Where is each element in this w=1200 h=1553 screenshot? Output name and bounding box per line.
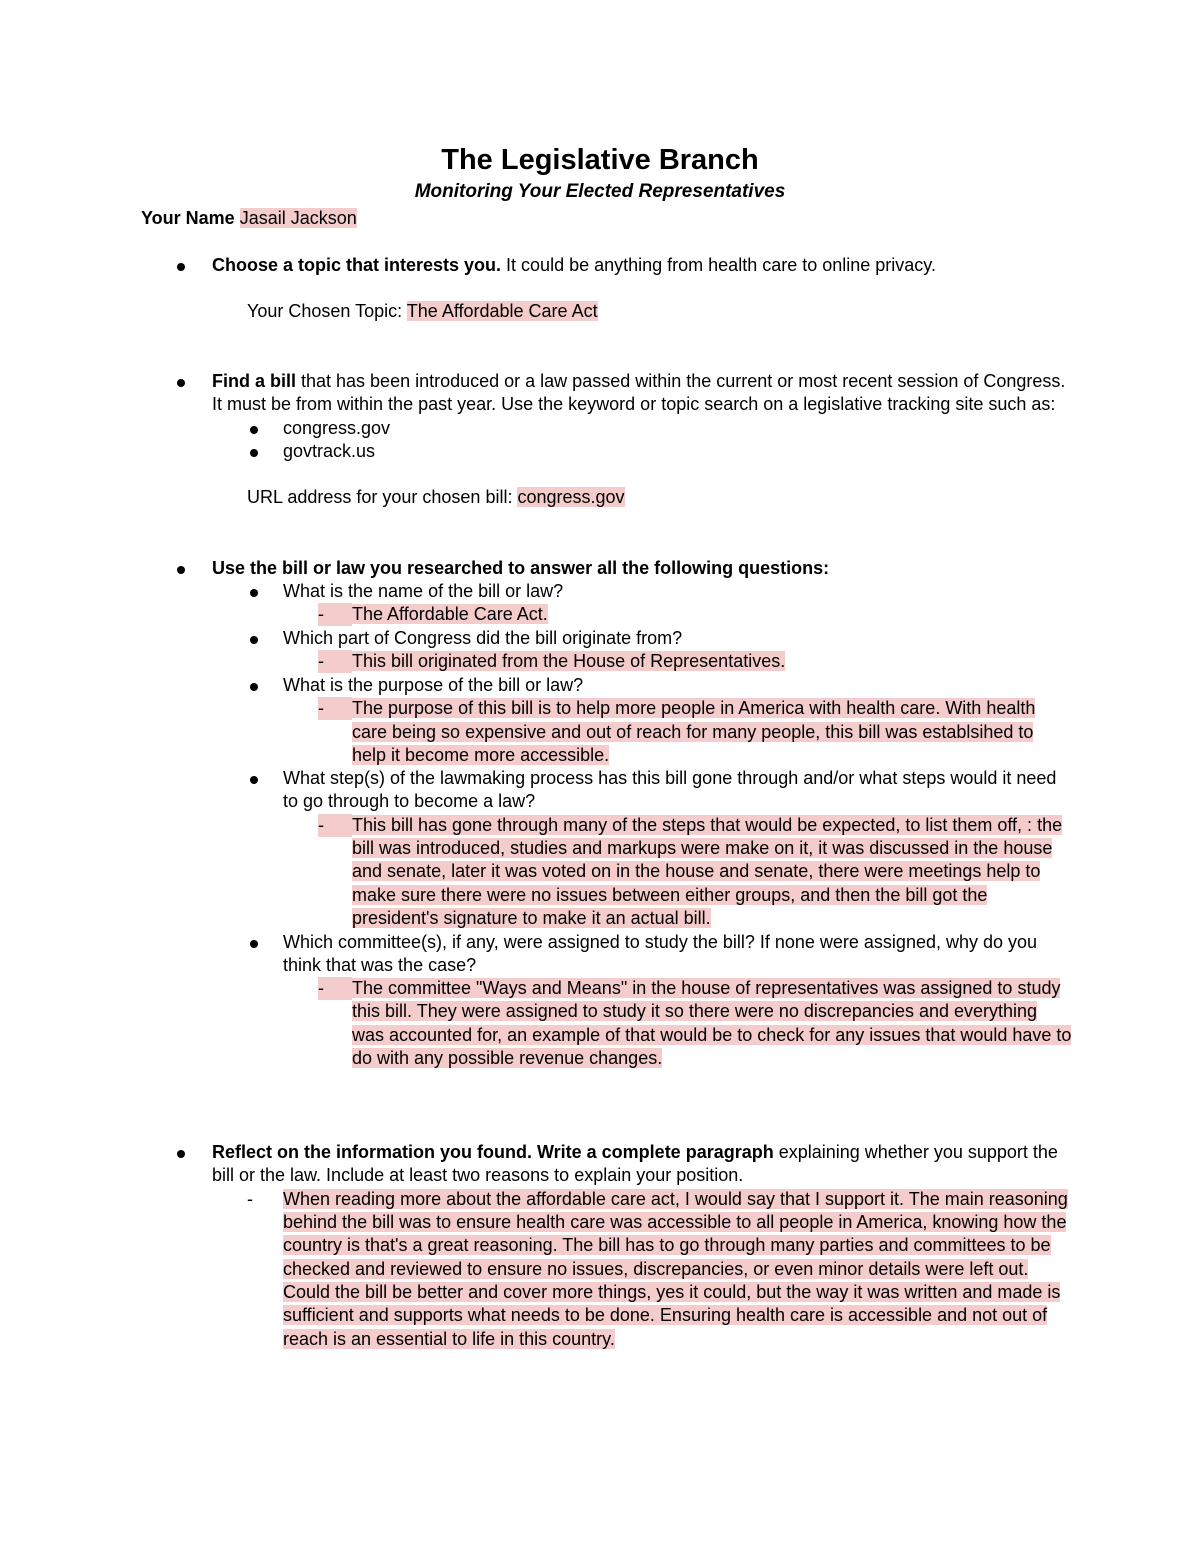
reflection-text: checked and reviewed to ensure no issues, discrepancies, or even minor details were left out. [283, 1259, 1029, 1279]
reflection-line [283, 1281, 1060, 1304]
question-4: What step(s) of the lawmaking process has this bill gone through and/or what steps would it need [283, 768, 1057, 788]
question-4-cont: to go through to become a law? [283, 791, 536, 811]
answer-3-text: The purpose of this bill is to help more people in America with health care. With health [352, 698, 1036, 718]
step2-line2: It must be from within the past year. Use the keyword or topic search on a legislative tracking site such as: [212, 394, 1056, 414]
answer-3-line [352, 744, 609, 767]
dash-marker: - [318, 977, 352, 1000]
step3-prompt [212, 557, 829, 580]
reflection-text: Could the bill be better and cover more things, yes it could, but the way it was written and made is [283, 1282, 1061, 1302]
step1-rest: It could be anything from health care to online privacy. [501, 255, 936, 275]
answer-4-line [352, 884, 987, 907]
answer-4-text: bill was introduced, studies and markups were make on it, it was discussed in the house [352, 838, 1053, 858]
step1-prompt [212, 254, 936, 277]
step4-bold: Reflect on the information you found. Write a complete paragraph [212, 1142, 774, 1162]
site-link-govtrack: govtrack.us [283, 441, 376, 461]
answer-5-line [352, 1024, 1071, 1047]
step2-rest: that has been introduced or a law passed within the current or most recent session of Congress. [296, 371, 1066, 391]
step3-bold: Use the bill or law you researched to answer all the following questions: [212, 558, 830, 578]
reflection-text: sufficient and supports what needs to be done. Ensuring health care is accessible and not out of [283, 1305, 1048, 1325]
answer-4-line [352, 907, 711, 930]
answer-3-text: help it become more accessible. [352, 745, 610, 765]
topic-value: The Affordable Care Act [406, 301, 598, 321]
question-2: Which part of Congress did the bill originate from? [283, 628, 683, 648]
answer-4-line [352, 814, 1062, 837]
bullet-icon [250, 636, 258, 644]
bullet-icon [250, 426, 258, 434]
answer-5-line [352, 1000, 1037, 1023]
topic-label: Your Chosen Topic: [247, 301, 407, 321]
reflection-text: When reading more about the affordable care act, I would say that I support it. The main reasoning [283, 1189, 1068, 1209]
answer-3-text: care being so expensive and out of reach for many people, this bill was establsihed to [352, 722, 1034, 742]
name-row [141, 207, 357, 230]
dash-marker: - [318, 814, 352, 837]
reflection-line [283, 1211, 1066, 1234]
page-subtitle: Monitoring Your Elected Representatives [414, 181, 786, 202]
answer-4-text: This bill has gone through many of the steps that would be expected, to list them off, : the [352, 815, 1063, 835]
answer-4-text: make sure there were no issues between either groups, and then the bill got the [352, 885, 988, 905]
bullet-icon [250, 589, 258, 597]
question-3: What is the purpose of the bill or law? [283, 675, 584, 695]
answer-4-text: and senate, later it was voted on in the house and senate, there were meetings help to [352, 861, 1041, 881]
answer-1-line: The Affordable Care Act. [352, 604, 548, 624]
bullet-icon [177, 1150, 185, 1158]
bullet-icon [250, 776, 258, 784]
dash-marker: - [318, 650, 352, 673]
dash-marker: - [247, 1189, 253, 1209]
answer-4-line [352, 837, 1052, 860]
step4-line2: bill or the law. Include at least two reasons to explain your position. [212, 1165, 744, 1185]
answer-2 [352, 650, 785, 673]
reflection-text: reach is an essential to life in this country. [283, 1329, 615, 1349]
bullet-icon [250, 449, 258, 457]
reflection-text: country is that's a great reasoning. The bill has to go through many parties and committees to be [283, 1235, 1051, 1255]
name-label: Your Name [141, 208, 235, 228]
reflection-line [283, 1258, 1028, 1281]
answer-4-text: president's signature to make it an actual bill. [352, 908, 711, 928]
bullet-icon [177, 263, 185, 271]
url-label: URL address for your chosen bill: [247, 487, 518, 507]
question-1: What is the name of the bill or law? [283, 581, 564, 601]
reflection-text: behind the bill was to ensure health care was accessible to all people in America, knowing how the [283, 1212, 1067, 1232]
step4-rest: explaining whether you support the [773, 1142, 1058, 1162]
reflection-line [283, 1304, 1047, 1327]
bullet-icon [250, 940, 258, 948]
bullet-icon [177, 379, 185, 387]
question-5: Which committee(s), if any, were assigned to study the bill? If none were assigned, why do you [283, 932, 1038, 952]
answer-5-text: was accounted for, an example of that would be to check for any issues that would have to [352, 1025, 1072, 1045]
dash-marker: - [318, 603, 352, 626]
answer-3-line [352, 721, 1033, 744]
reflection-line [283, 1234, 1051, 1257]
answer-5-text: this bill. They were assigned to study it so there were no discrepancies and everything [352, 1001, 1038, 1021]
answer-5-line [352, 977, 1060, 1000]
dash-marker: - [318, 697, 352, 720]
step4-prompt [212, 1141, 1058, 1164]
name-value: Jasail Jackson [239, 208, 357, 228]
topic-row [247, 300, 598, 323]
answer-5-text: The committee "Ways and Means" in the house of representatives was assigned to study [352, 978, 1061, 998]
step2-bold: Find a bill [212, 371, 296, 391]
answer-2-line: This bill originated from the House of Representatives. [352, 651, 786, 671]
site-link-congress: congress.gov [283, 418, 391, 438]
step2-prompt [212, 370, 1065, 393]
question-5-cont: think that was the case? [283, 955, 477, 975]
answer-4-line [352, 860, 1040, 883]
url-row [247, 486, 625, 509]
answer-5-text: do with any possible revenue changes. [352, 1048, 663, 1068]
bullet-icon [250, 683, 258, 691]
answer-3-line [352, 697, 1035, 720]
reflection-line [283, 1328, 615, 1351]
page-title: The Legislative Branch [441, 144, 759, 176]
answer-5-line [352, 1047, 662, 1070]
answer-1 [352, 603, 548, 626]
step1-bold: Choose a topic that interests you. [212, 255, 502, 275]
bullet-icon [177, 566, 185, 574]
url-value: congress.gov [517, 487, 625, 507]
reflection-line [283, 1188, 1068, 1211]
